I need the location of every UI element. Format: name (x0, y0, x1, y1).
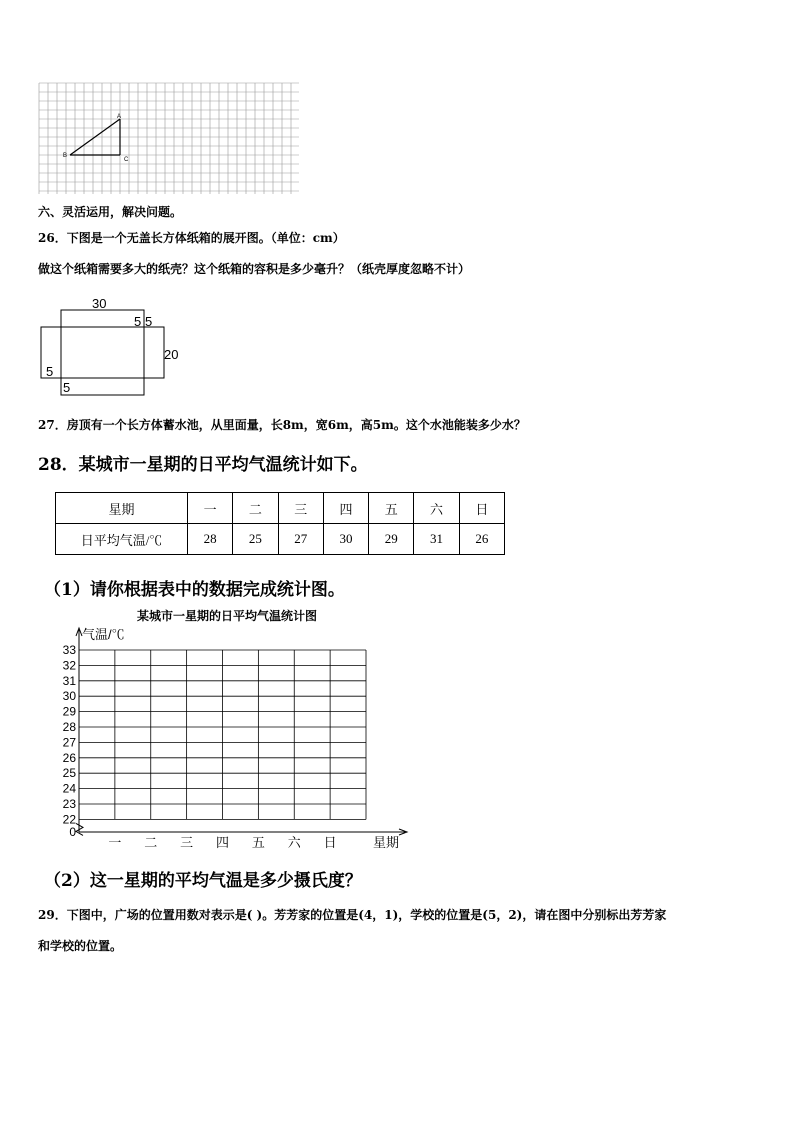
temp-cell: 27 (278, 524, 323, 555)
chart-x-tick-label: 四 (215, 835, 230, 850)
temp-cell: 28 (188, 524, 233, 555)
chart-y-tick-label: 29 (62, 704, 76, 719)
chart-y-tick-label: 27 (62, 735, 76, 750)
day-cell: 日 (459, 493, 504, 524)
chart-x-tick-label: 六 (287, 835, 301, 850)
dim-top: 30 (92, 296, 107, 311)
q28-part2: （2）这一星期的平均气温是多少摄氏度？ (44, 871, 362, 891)
q29-line2: 和学校的位置。 (38, 939, 123, 953)
chart-x-tick-label: 日 (323, 835, 337, 850)
day-cell: 二 (233, 493, 278, 524)
q28-part1: （1）请你根据表中的数据完成统计图。 (44, 580, 345, 600)
temp-cell: 26 (459, 524, 504, 555)
temperature-table (55, 492, 505, 555)
chart-y-tick-label: 23 (62, 797, 76, 811)
chart-x-tick-label: 一 (108, 835, 122, 850)
dim-right-side: 20 (164, 347, 179, 362)
table-row (56, 493, 505, 524)
chart-y-tick-label: 28 (62, 720, 76, 734)
chart-title: 某城市一星期的日平均气温统计图 (136, 609, 318, 623)
day-cell: 一 (188, 493, 233, 524)
section-six-heading: 六、灵活运用，解决问题。 (38, 205, 183, 219)
net-bottom-flap (61, 378, 144, 395)
temp-cell: 29 (369, 524, 414, 555)
day-cell: 四 (323, 493, 368, 524)
day-cell: 六 (414, 493, 459, 524)
dim-right-a: 5 (134, 314, 142, 329)
triangle-grid-figure (38, 82, 300, 195)
chart-y-tick-label: 30 (62, 689, 76, 704)
chart-x-tick-label: 二 (144, 835, 158, 850)
dim-right-b: 5 (145, 314, 153, 329)
table-header-label: 星期 (56, 493, 188, 524)
temp-cell: 31 (414, 524, 459, 555)
chart-y-tick-label: 33 (62, 643, 76, 657)
q28-title: 28．某城市一星期的日平均气温统计如下。 (38, 455, 368, 475)
chart-y-tick-label: 25 (62, 766, 76, 781)
chart-y-tick-label: 32 (62, 658, 76, 673)
table-row-label: 日平均气温/℃ (56, 524, 188, 555)
temp-cell: 25 (233, 524, 278, 555)
chart-y-label: 气温/℃ (82, 627, 125, 642)
chart-y-tick-label: 31 (62, 673, 76, 688)
chart-y-tick-label: 0 (69, 825, 76, 839)
chart-grid (79, 650, 366, 819)
net-top-flap (61, 310, 144, 327)
grid-lines (39, 83, 299, 194)
day-cell: 三 (278, 493, 323, 524)
dim-left: 5 (46, 364, 54, 379)
chart-axis-break (76, 823, 83, 835)
net-base (61, 327, 144, 378)
chart-x-tick-label: 五 (251, 835, 265, 850)
chart-y-tick-label: 24 (62, 781, 76, 796)
q26-line2: 做这个纸箱需要多大的纸壳？这个纸箱的容积是多少毫升？（纸壳厚度忽略不计） (38, 262, 471, 276)
q27-text: 27．房顶有一个长方体蓄水池，从里面量，长8m，宽6m，高5m。这个水池能装多少水？ (38, 418, 526, 432)
chart-x-tick-labels (108, 835, 336, 850)
table-row (56, 524, 505, 555)
box-net-figure (38, 292, 188, 398)
triangle-label-b: B (63, 153, 68, 159)
chart-x-tick-label: 三 (180, 835, 194, 850)
dim-bottom: 5 (63, 380, 71, 395)
temperature-chart (55, 604, 415, 854)
day-cell: 五 (369, 493, 414, 524)
temp-cell: 30 (323, 524, 368, 555)
chart-x-label: 星期 (373, 835, 400, 850)
chart-y-tick-label: 26 (62, 750, 76, 765)
net-right-flap (144, 327, 164, 378)
q29-line1: 29．下图中，广场的位置用数对表示是( )。芳芳家的位置是(4，1)，学校的位置是(5，2)，请在图中分别标出芳芳家 (38, 908, 667, 922)
chart-y-tick-labels (63, 643, 77, 839)
chart-y-tick-label: 22 (62, 812, 76, 827)
triangle-label-c: C (124, 157, 129, 163)
triangle-label-a: A (117, 114, 122, 120)
q26-line1: 26．下图是一个无盖长方体纸箱的展开图。（单位：cm） (38, 231, 345, 245)
